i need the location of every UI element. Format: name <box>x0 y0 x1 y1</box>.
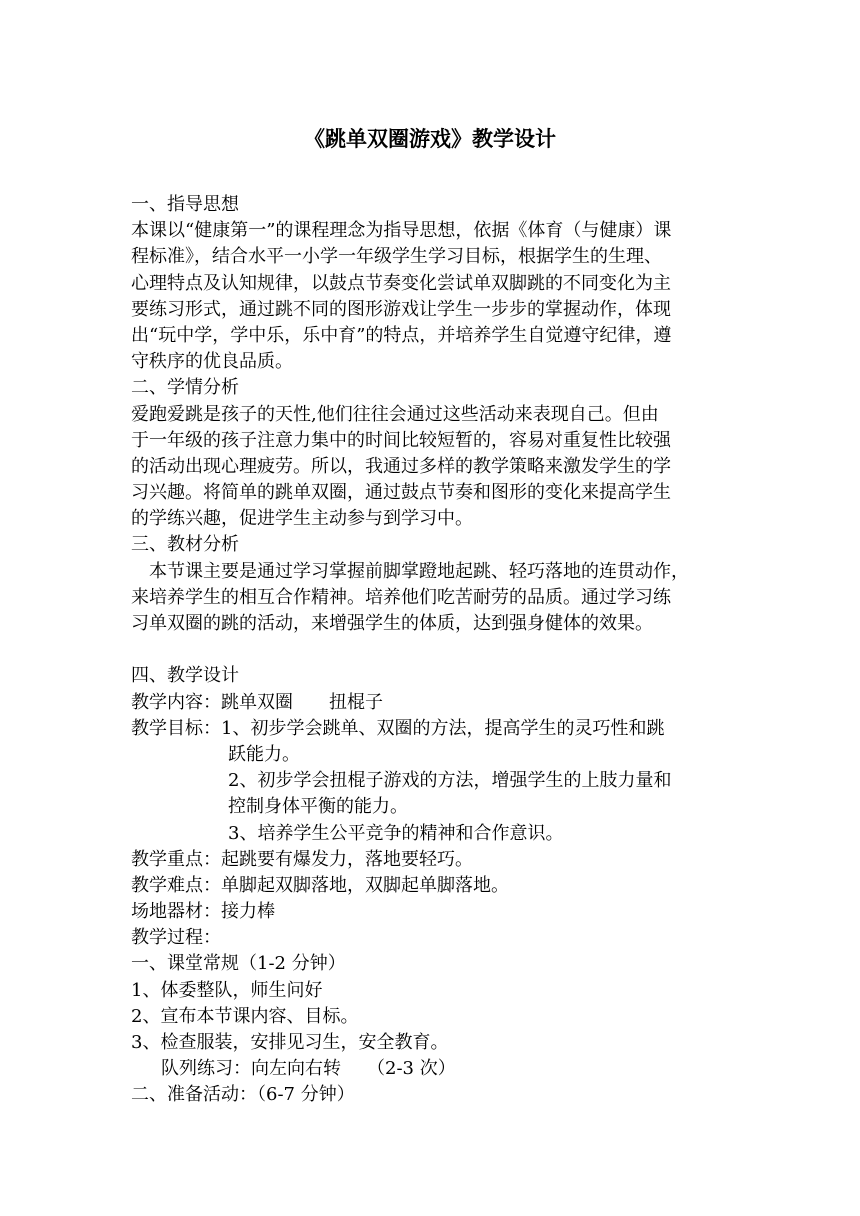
drill-label: 队列练习：向左向右转 <box>161 1058 341 1080</box>
paragraph-line: 要练习形式，通过跳不同的图形游戏让学生一步步的掌握动作，体现 <box>131 298 671 320</box>
teaching-content-item: 扭棍子 <box>329 691 383 713</box>
process-step: 一、课堂常规（1-2 分钟） <box>131 953 346 975</box>
paragraph-line: 程标准》，结合水平一小学一年级学生学习目标，根据学生的生理、 <box>131 246 662 268</box>
blank-line <box>131 637 743 663</box>
paragraph-line: 习兴趣。将简单的跳单双圈，通过鼓点节奏和图形的变化来提高学生 <box>131 482 671 504</box>
equipment: 场地器材：接力棒 <box>131 901 275 923</box>
teaching-goal: 跃能力。 <box>228 743 300 765</box>
teaching-content-label: 教学内容： <box>131 691 221 713</box>
section-heading: 一、指导思想 <box>131 194 239 215</box>
drill-line <box>131 1056 743 1082</box>
paragraph-line: 出“玩中学，学中乐，乐中育”的特点，并培养学生自觉遵守纪律，遵 <box>131 324 672 346</box>
difficulty: 教学难点：单脚起双脚落地，双脚起单脚落地。 <box>131 874 509 896</box>
section-heading: 四、教学设计 <box>131 665 239 687</box>
paragraph-line: 于一年级的孩子注意力集中的时间比较短暂的，容易对重复性比较强 <box>131 429 671 451</box>
drill-count: （2-3 次） <box>367 1058 456 1080</box>
process-item: 3、检查服装，安排见习生，安全教育。 <box>131 1032 449 1053</box>
paragraph-line: 爱跑爱跳是孩子的天性,他们往往会通过这些活动来表现自己。但由 <box>131 403 659 425</box>
paragraph-line: 守秩序的优良品质。 <box>131 351 293 373</box>
teaching-goal: 3、培养学生公平竞争的精神和合作意识。 <box>228 822 564 844</box>
document-body <box>131 192 743 1109</box>
teaching-goal: 1、初步学会跳单、双圈的方法，提高学生的灵巧性和跳 <box>221 717 665 739</box>
paragraph-line: 习单双圈的跳的活动，来增强学生的体质，达到强身健体的效果。 <box>131 613 653 634</box>
teaching-goal-line <box>131 716 743 742</box>
process-label: 教学过程： <box>131 927 221 949</box>
process-step: 二、准备活动：（6-7 分钟） <box>131 1084 355 1106</box>
teaching-goals-label: 教学目标： <box>131 717 221 739</box>
process-item: 1、体委整队，师生问好 <box>131 979 323 1001</box>
teaching-content-line <box>131 690 743 716</box>
section-heading: 三、教材分析 <box>131 534 239 556</box>
paragraph-line: 心理特点及认知规律，以鼓点节奏变化尝试单双脚跳的不同变化为主 <box>131 272 671 294</box>
key-point: 教学重点：起跳要有爆发力，落地要轻巧。 <box>131 848 473 870</box>
document-title: 《跳单双圈游戏》教学设计 <box>304 126 556 151</box>
teaching-goal: 2、初步学会扭棍子游戏的方法，增强学生的上肢力量和 <box>228 770 672 792</box>
teaching-content-item: 跳单双圈 <box>221 691 293 713</box>
paragraph-line: 的学练兴趣，促进学生主动参与到学习中。 <box>131 508 473 530</box>
teaching-goal: 控制身体平衡的能力。 <box>228 796 408 818</box>
paragraph-line: 来培养学生的相互合作精神。培养他们吃苦耐劳的品质。通过学习练 <box>131 586 671 608</box>
paragraph-line: 本节课主要是通过学习掌握前脚掌蹬地起跳、轻巧落地的连贯动作， <box>149 560 689 582</box>
paragraph-line: 的活动出现心理疲劳。所以，我通过多样的教学策略来激发学生的学 <box>131 455 671 477</box>
section-heading: 二、学情分析 <box>131 377 239 399</box>
paragraph-line: 本课以“健康第一”的课程理念为指导思想，依据《体育（与健康）课 <box>131 220 672 242</box>
process-item: 2、宣布本节课内容、目标。 <box>131 1005 359 1027</box>
